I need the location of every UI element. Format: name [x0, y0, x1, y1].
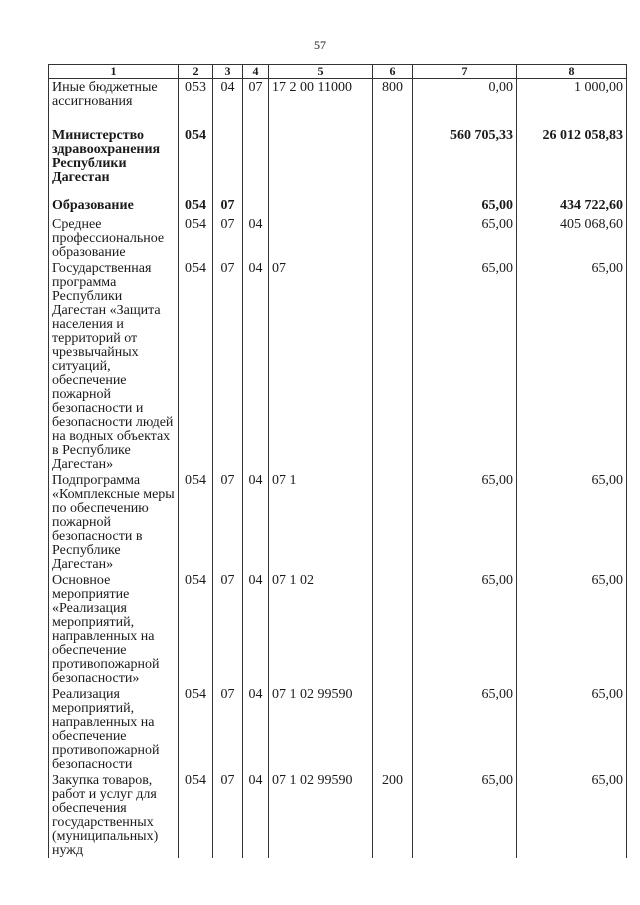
row-section: 07	[213, 772, 243, 858]
row-amount-col8: 65,00	[517, 572, 627, 686]
row-expense-type	[373, 216, 413, 260]
row-amount-col7: 65,00	[413, 686, 517, 772]
table-row	[49, 472, 627, 572]
page-number: 57	[314, 38, 326, 52]
row-amount-col8: 65,00	[517, 472, 627, 572]
row-ministry-code: 054	[179, 772, 213, 858]
header-col-3: 3	[213, 65, 243, 79]
table-row	[49, 686, 627, 772]
row-name: Реализация мероприятий, направленных на обеспечение противопожарной безопасности	[49, 686, 179, 772]
row-subsection: 04	[243, 472, 269, 572]
row-section: 07	[213, 216, 243, 260]
row-subsection: 04	[243, 686, 269, 772]
row-name: Министерство здравоохранения Республики Дагестан	[49, 127, 179, 197]
row-amount-col7: 0,00	[413, 79, 517, 127]
row-ministry-code: 054	[179, 686, 213, 772]
row-target-article	[269, 127, 373, 197]
row-name: Иные бюджетные ассигнования	[49, 79, 179, 127]
table-row	[49, 572, 627, 686]
row-amount-col7: 65,00	[413, 260, 517, 472]
header-col-7: 7	[413, 65, 517, 79]
table-row	[49, 197, 627, 216]
row-target-article: 07 1 02	[269, 572, 373, 686]
row-section: 07	[213, 260, 243, 472]
row-amount-col8: 1 000,00	[517, 79, 627, 127]
row-amount-col8: 434 722,60	[517, 197, 627, 216]
row-target-article: 07	[269, 260, 373, 472]
row-target-article	[269, 197, 373, 216]
row-amount-col8: 65,00	[517, 772, 627, 858]
row-ministry-code: 054	[179, 197, 213, 216]
header-col-2: 2	[179, 65, 213, 79]
row-amount-col8: 405 068,60	[517, 216, 627, 260]
header-row	[49, 65, 627, 79]
row-section: 07	[213, 572, 243, 686]
row-ministry-code: 054	[179, 127, 213, 197]
row-name: Государственная программа Республики Дагестан «Защита населения и территорий от чрезвычайных ситуаций, обеспечение пожарной безопасности и безопасности людей на водных объектах в Республике Дагестан»	[49, 260, 179, 472]
row-expense-type	[373, 472, 413, 572]
row-expense-type	[373, 260, 413, 472]
header-col-6: 6	[373, 65, 413, 79]
row-target-article: 07 1 02 99590	[269, 686, 373, 772]
row-subsection: 04	[243, 216, 269, 260]
row-expense-type: 800	[373, 79, 413, 127]
row-subsection: 04	[243, 572, 269, 686]
row-section: 07	[213, 686, 243, 772]
row-name: Закупка товаров, работ и услуг для обеспечения государственных (муниципальных) нужд	[49, 772, 179, 858]
row-subsection: 04	[243, 260, 269, 472]
row-name: Подпрограмма «Комплексные меры по обеспечению пожарной безопасности в Республике Дагестан»	[49, 472, 179, 572]
row-section: 04	[213, 79, 243, 127]
row-name: Среднее профессиональное образование	[49, 216, 179, 260]
row-expense-type	[373, 197, 413, 216]
row-expense-type: 200	[373, 772, 413, 858]
row-expense-type	[373, 572, 413, 686]
row-ministry-code: 054	[179, 472, 213, 572]
row-subsection: 04	[243, 772, 269, 858]
row-subsection	[243, 197, 269, 216]
row-amount-col7: 65,00	[413, 197, 517, 216]
row-section: 07	[213, 472, 243, 572]
row-section	[213, 127, 243, 197]
row-amount-col8: 65,00	[517, 260, 627, 472]
row-name: Образование	[49, 197, 179, 216]
table-row	[49, 127, 627, 197]
table-row	[49, 260, 627, 472]
row-ministry-code: 054	[179, 216, 213, 260]
header-col-8: 8	[517, 65, 627, 79]
header-col-5: 5	[269, 65, 373, 79]
row-amount-col8: 65,00	[517, 686, 627, 772]
table-row	[49, 772, 627, 858]
row-target-article	[269, 216, 373, 260]
row-amount-col7: 65,00	[413, 216, 517, 260]
row-subsection	[243, 127, 269, 197]
header-col-4: 4	[243, 65, 269, 79]
row-target-article: 07 1 02 99590	[269, 772, 373, 858]
row-ministry-code: 054	[179, 260, 213, 472]
budget-table	[48, 64, 627, 858]
table-row	[49, 79, 627, 127]
row-name: Основное мероприятие «Реализация мероприятий, направленных на обеспечение противопожарной безопасности»	[49, 572, 179, 686]
table-row	[49, 216, 627, 260]
header-col-1: 1	[49, 65, 179, 79]
row-amount-col7: 560 705,33	[413, 127, 517, 197]
row-amount-col7: 65,00	[413, 772, 517, 858]
row-amount-col7: 65,00	[413, 472, 517, 572]
row-target-article: 17 2 00 11000	[269, 79, 373, 127]
row-amount-col8: 26 012 058,83	[517, 127, 627, 197]
row-ministry-code: 054	[179, 572, 213, 686]
row-subsection: 07	[243, 79, 269, 127]
row-expense-type	[373, 127, 413, 197]
row-section: 07	[213, 197, 243, 216]
row-expense-type	[373, 686, 413, 772]
row-target-article: 07 1	[269, 472, 373, 572]
row-amount-col7: 65,00	[413, 572, 517, 686]
row-ministry-code: 053	[179, 79, 213, 127]
